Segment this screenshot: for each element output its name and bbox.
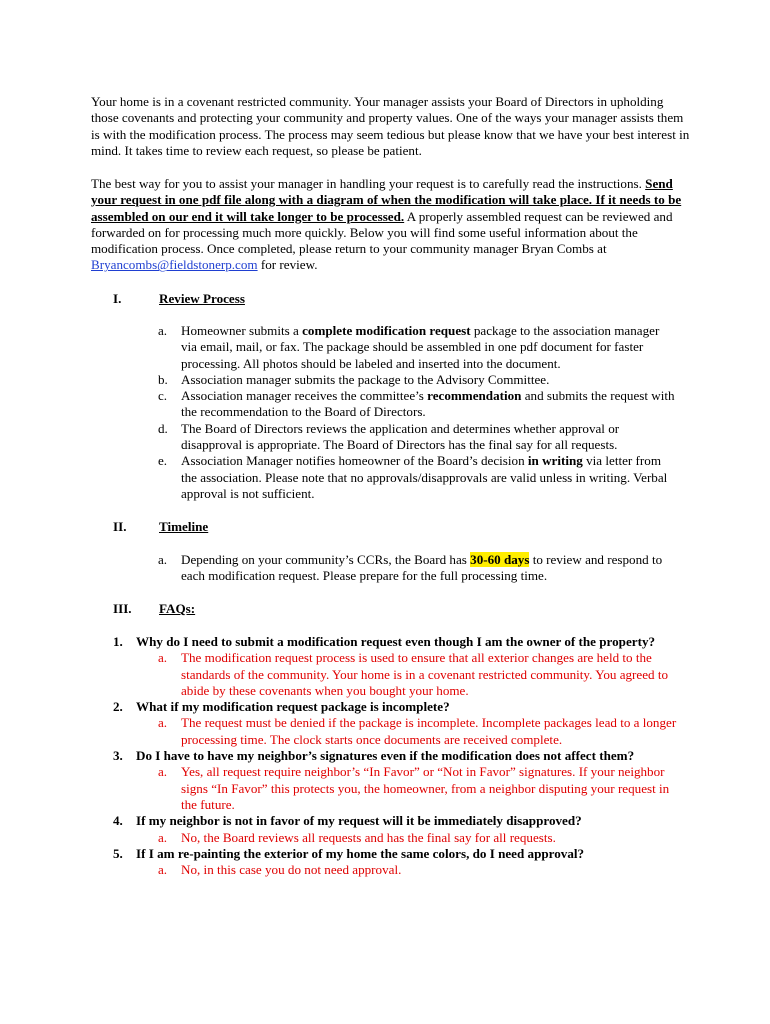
answer-text: Yes, all request require neighbor’s “In Favor” or “Not in Favor” signatures. If your neighbor signs “In Favor” this protects you, the homeowner, from a neighbor disputing your request in the future. — [181, 764, 670, 812]
item-text: Depending on your community’s CCRs, the Board has — [181, 552, 471, 567]
answer-marker: a. — [158, 650, 168, 666]
instructions-text-mid: A properly assembled request can be reviewed and forwarded on for processing much more quickly. Below you will find some useful information about the modification process. Once completed, please return to your community manager Bryan Combs at — [91, 208, 673, 257]
section-review-process — [113, 291, 673, 308]
item-bold-text: recommendation — [427, 388, 522, 404]
list-item — [158, 388, 678, 421]
faq-list — [113, 634, 683, 878]
list-marker: e. — [158, 453, 168, 469]
item-text: Association manager submits the package to the Advisory Committee. — [181, 371, 550, 387]
list-marker: c. — [158, 388, 168, 404]
list-item — [158, 453, 678, 502]
question-text: If my neighbor is not in favor of my request will it be immediately disapproved? — [136, 813, 582, 829]
question-text: Do I have to have my neighbor’s signatures even if the modification does not affect them? — [136, 748, 635, 764]
answer-text: The modification request process is used to ensure that all exterior changes are held to the standards of the community. Your home is in a covenant restricted community. You agreed to abide by these covenants when you bought your home. — [181, 650, 669, 698]
item-text: and submits the request with the recommendation to the Board of Directors. — [181, 388, 675, 420]
list-marker: b. — [158, 371, 168, 387]
question-number: 1. — [113, 634, 123, 649]
question-text: What if my modification request package is incomplete? — [136, 699, 450, 715]
answer-marker: a. — [158, 829, 168, 845]
intro-paragraph: Your home is in a covenant restricted community. Your manager assists your Board of Directors in upholding those covenants and protecting your community and property values. One of the ways your manager assists them is with the modification process. The process may seem tedious but please know that we have your best interest in mind. It takes time to review each request, so please be patient. — [91, 94, 690, 158]
section-number: II. — [113, 519, 127, 534]
section-title: FAQs: — [159, 601, 196, 616]
faq-answer — [158, 862, 683, 878]
section-number: I. — [113, 291, 122, 306]
section-title: Timeline — [159, 519, 209, 534]
item-bold-text: in writing — [527, 453, 583, 469]
faq-question — [113, 748, 683, 764]
question-number: 3. — [113, 748, 123, 764]
highlighted-duration: 30-60 days — [470, 552, 530, 567]
faq-question — [113, 699, 683, 715]
list-marker: a. — [158, 323, 168, 338]
timeline-list — [158, 552, 678, 585]
list-marker: d. — [158, 420, 168, 436]
answer-text: No, in this case you do not need approval. — [181, 862, 402, 878]
item-bold-text: complete modification request — [302, 323, 471, 338]
section-timeline — [113, 519, 673, 536]
question-number: 4. — [113, 813, 123, 829]
section-faqs — [113, 601, 673, 618]
instructions-text-start: The best way for you to assist your manager in handling your request is to carefully read the instructions. — [91, 176, 646, 191]
item-text: Association manager receives the committee’s — [181, 388, 428, 404]
item-text: package to the association manager via email, mail, or fax. The package should be assembled in one pdf document for faster processing. All photos should be labeled and inserted into the document. — [181, 323, 660, 371]
section-title: Review Process — [159, 291, 245, 306]
answer-marker: a. — [158, 862, 168, 878]
section-number: III. — [113, 601, 132, 616]
item-text: via letter from the association. Please note that no approvals/disapprovals are valid unless in writing. Verbal approval is not sufficient. — [181, 453, 668, 501]
faq-question — [113, 634, 683, 650]
instructions-text-end: for review. — [257, 257, 318, 273]
faq-question — [113, 846, 683, 862]
answer-text: No, the Board reviews all requests and has the final say for all requests. — [181, 829, 556, 845]
manager-email-link[interactable]: Bryancombs@fieldstonerp.com — [91, 257, 258, 273]
list-marker: a. — [158, 552, 168, 567]
item-text: to review and respond to each modification request. Please prepare for the full processing time. — [181, 552, 663, 584]
list-item — [158, 323, 678, 372]
faq-question — [113, 813, 683, 829]
list-item — [158, 552, 678, 585]
item-text: Association Manager notifies homeowner of the Board’s decision — [181, 453, 528, 469]
question-number: 5. — [113, 845, 123, 861]
faq-answer — [158, 715, 683, 748]
item-text: Homeowner submits a — [181, 323, 303, 338]
answer-marker: a. — [158, 764, 168, 780]
answer-text: The request must be denied if the package is incomplete. Incomplete packages lead to a longer processing time. The clock starts once documents are received complete. — [181, 715, 677, 747]
answer-marker: a. — [158, 715, 168, 731]
list-item — [158, 421, 678, 454]
faq-answer — [158, 764, 683, 813]
item-text: The Board of Directors reviews the application and determines whether approval or disapproval is appropriate. The Board of Directors has the final say for all requests. — [181, 420, 620, 453]
question-text: Why do I need to submit a modification request even though I am the owner of the property? — [136, 634, 656, 649]
faq-answer — [158, 830, 683, 846]
review-process-list — [158, 323, 678, 502]
instructions-paragraph — [91, 176, 691, 274]
list-item — [158, 372, 678, 388]
faq-answer — [158, 650, 683, 699]
question-number: 2. — [113, 699, 123, 715]
instructions-emphasis: Send your request in one pdf file along with a diagram of when the modification will take place. If it needs to be assembled on our end it will take longer to be processed. — [91, 176, 682, 224]
question-text: If I am re-painting the exterior of my home the same colors, do I need approval? — [136, 845, 585, 861]
